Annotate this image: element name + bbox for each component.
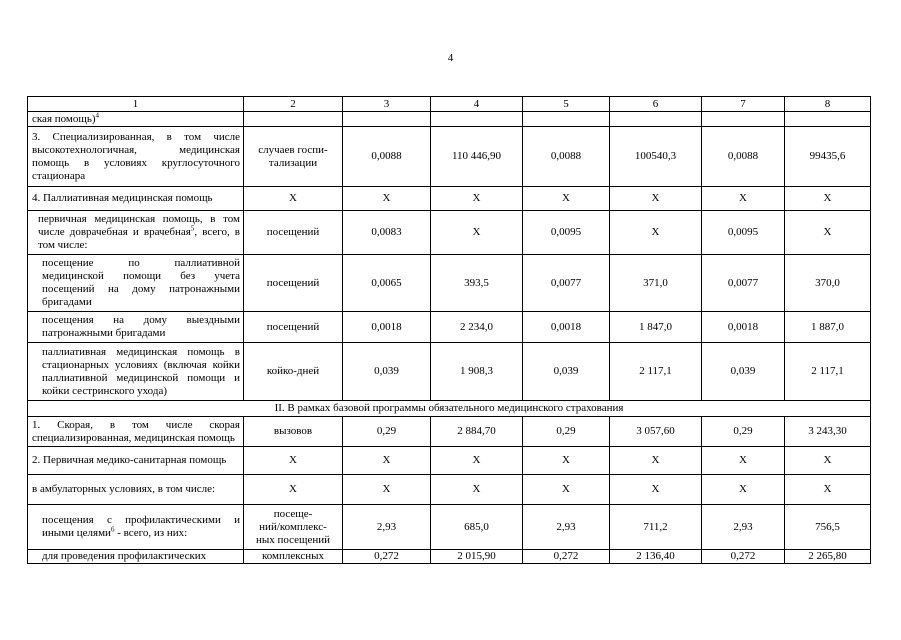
- unit-cell: [244, 312, 343, 343]
- unit-text: случаев госпи- тализации: [258, 143, 328, 169]
- value-cell: 1 887,0: [785, 312, 871, 343]
- header-cell: 1: [28, 97, 244, 112]
- table-row: [28, 417, 871, 447]
- value-cell: Х: [785, 447, 871, 475]
- unit-cell: [244, 417, 343, 447]
- row-description: [28, 187, 244, 211]
- value-cell: 0,0088: [702, 127, 785, 187]
- data-table: [27, 96, 871, 564]
- table-row: [28, 211, 871, 255]
- unit-text: койко-дней: [266, 365, 320, 377]
- header-cell: 3: [343, 97, 431, 112]
- value-cell: 3 243,30: [785, 417, 871, 447]
- value-cell: Х: [702, 447, 785, 475]
- value-cell: 0,0018: [343, 312, 431, 343]
- table-row: [28, 505, 871, 550]
- value-cell: Х: [431, 475, 523, 505]
- value-cell: 2 136,40: [610, 550, 702, 564]
- value-cell: 0,039: [523, 343, 610, 401]
- value-cell: 371,0: [610, 255, 702, 312]
- value-cell: 99435,6: [785, 127, 871, 187]
- value-cell: [523, 112, 610, 127]
- value-cell: 0,039: [343, 343, 431, 401]
- page-number: 4: [447, 52, 454, 64]
- unit-cell: [244, 343, 343, 401]
- value-cell: Х: [523, 475, 610, 505]
- value-cell: 685,0: [431, 505, 523, 550]
- unit-cell: [244, 112, 343, 127]
- description-text: посещения на дому выездными патронажными бригадами: [42, 314, 240, 339]
- value-cell: 0,272: [702, 550, 785, 564]
- value-cell: Х: [523, 447, 610, 475]
- header-cell: 6: [610, 97, 702, 112]
- description-text-tail: - всего, из них:: [114, 527, 188, 539]
- value-cell: 0,0088: [343, 127, 431, 187]
- header-cell: 5: [523, 97, 610, 112]
- value-cell: 2 265,80: [785, 550, 871, 564]
- value-cell: 0,29: [343, 417, 431, 447]
- row-description: [28, 127, 244, 187]
- value-cell: 0,0077: [702, 255, 785, 312]
- table-row: [28, 343, 871, 401]
- value-cell: 2 234,0: [431, 312, 523, 343]
- row-description: [28, 112, 244, 127]
- value-cell: [343, 112, 431, 127]
- unit-cell: [244, 211, 343, 255]
- unit-text: комплексных: [261, 550, 325, 562]
- unit-cell: [244, 255, 343, 312]
- unit-text: Х: [289, 483, 297, 495]
- section-row: [28, 401, 871, 417]
- value-cell: 2 117,1: [610, 343, 702, 401]
- header-cell: 8: [785, 97, 871, 112]
- row-description: [28, 447, 244, 475]
- footnote-marker: 4: [95, 111, 100, 119]
- value-cell: Х: [785, 475, 871, 505]
- table-row: [28, 187, 871, 211]
- description-text: 1. Скорая, в том числе скорая специализированная, медицинская помощь: [32, 418, 240, 444]
- value-cell: 2 117,1: [785, 343, 871, 401]
- row-description: [28, 312, 244, 343]
- unit-text: Х: [289, 454, 297, 466]
- description-text: посещение по паллиативной медицинской помощи без учета посещений на дому патронажными бригадами: [42, 257, 240, 308]
- value-cell: [785, 112, 871, 127]
- value-cell: Х: [343, 447, 431, 475]
- footnote-marker: 6: [110, 525, 115, 534]
- footnote-marker: 5: [190, 224, 195, 233]
- table-row: [28, 127, 871, 187]
- value-cell: 0,0095: [523, 211, 610, 255]
- value-cell: 110 446,90: [431, 127, 523, 187]
- value-cell: 2 015,90: [431, 550, 523, 564]
- table-row: [28, 475, 871, 505]
- table-row: [28, 447, 871, 475]
- value-cell: 2 884,70: [431, 417, 523, 447]
- value-cell: 0,29: [523, 417, 610, 447]
- description-text: для проведения профилактических: [42, 550, 207, 562]
- value-cell: Х: [343, 475, 431, 505]
- section-title: II. В рамках базовой программы обязательного медицинского страхования: [28, 401, 871, 417]
- description-text: 4. Паллиативная медицинская помощь: [32, 192, 213, 204]
- value-cell: 2,93: [523, 505, 610, 550]
- unit-text: Х: [289, 192, 297, 204]
- row-description: [28, 475, 244, 505]
- table-row: [28, 550, 871, 564]
- value-cell: 711,2: [610, 505, 702, 550]
- description-text-tail: , всего, в том числе:: [38, 226, 241, 251]
- value-cell: 0,0018: [702, 312, 785, 343]
- value-cell: Х: [343, 187, 431, 211]
- value-cell: 0,29: [702, 417, 785, 447]
- description-text: ская помощь): [32, 112, 96, 125]
- value-cell: 2,93: [702, 505, 785, 550]
- value-cell: 0,0088: [523, 127, 610, 187]
- value-cell: 2,93: [343, 505, 431, 550]
- unit-cell: [244, 550, 343, 564]
- value-cell: Х: [785, 211, 871, 255]
- value-cell: Х: [431, 187, 523, 211]
- row-description: [28, 211, 244, 255]
- value-cell: 1 847,0: [610, 312, 702, 343]
- row-description: [28, 417, 244, 447]
- value-cell: 100540,3: [610, 127, 702, 187]
- value-cell: [702, 112, 785, 127]
- unit-cell: [244, 127, 343, 187]
- description-text: первичная медицинская помощь, в том числе доврачебная и врачебная: [38, 213, 240, 238]
- value-cell: 756,5: [785, 505, 871, 550]
- value-cell: [610, 112, 702, 127]
- value-cell: Х: [610, 187, 702, 211]
- unit-cell: [244, 505, 343, 550]
- unit-text: посещений: [266, 276, 320, 289]
- value-cell: Х: [431, 211, 523, 255]
- description-text: паллиативная медицинская помощь в стационарных условиях (включая койки паллиативной медицинской помощи и койки сестринского ухода): [42, 345, 240, 397]
- description-text: в амбулаторных условиях, в том числе:: [32, 483, 216, 495]
- header-row: [28, 97, 871, 112]
- header-cell: 2: [244, 97, 343, 112]
- description-text: 3. Специализированная, в том числе высокотехнологичная, медицинская помощь в условиях круглосуточного стационара: [32, 130, 240, 182]
- table-row: [28, 312, 871, 343]
- row-description: [28, 343, 244, 401]
- unit-cell: [244, 475, 343, 505]
- description-text: 2. Первичная медико-санитарная помощь: [32, 454, 227, 466]
- value-cell: 0,0095: [702, 211, 785, 255]
- unit-text: посещений: [266, 320, 320, 333]
- value-cell: Х: [610, 211, 702, 255]
- value-cell: Х: [702, 475, 785, 505]
- value-cell: [431, 112, 523, 127]
- unit-text: посеще- ний/комплекс- ных посещений: [255, 507, 331, 546]
- value-cell: 0,272: [343, 550, 431, 564]
- value-cell: 3 057,60: [610, 417, 702, 447]
- value-cell: Х: [431, 447, 523, 475]
- value-cell: 370,0: [785, 255, 871, 312]
- value-cell: Х: [523, 187, 610, 211]
- table-row: [28, 255, 871, 312]
- unit-cell: [244, 187, 343, 211]
- value-cell: Х: [610, 447, 702, 475]
- value-cell: 0,0077: [523, 255, 610, 312]
- unit-cell: [244, 447, 343, 475]
- unit-text: посещений: [266, 226, 320, 238]
- row-description: [28, 550, 244, 564]
- value-cell: 0,272: [523, 550, 610, 564]
- row-description: [28, 255, 244, 312]
- value-cell: 0,0083: [343, 211, 431, 255]
- row-description: [28, 505, 244, 550]
- value-cell: 0,0018: [523, 312, 610, 343]
- value-cell: Х: [610, 475, 702, 505]
- value-cell: 0,039: [702, 343, 785, 401]
- table-row: [28, 112, 871, 127]
- value-cell: Х: [785, 187, 871, 211]
- value-cell: Х: [702, 187, 785, 211]
- value-cell: 1 908,3: [431, 343, 523, 401]
- header-cell: 7: [702, 97, 785, 112]
- value-cell: 0,0065: [343, 255, 431, 312]
- description-text: посещения с профилактическими и иными целями: [42, 514, 240, 539]
- value-cell: 393,5: [431, 255, 523, 312]
- header-cell: 4: [431, 97, 523, 112]
- unit-text: вызовов: [273, 425, 313, 437]
